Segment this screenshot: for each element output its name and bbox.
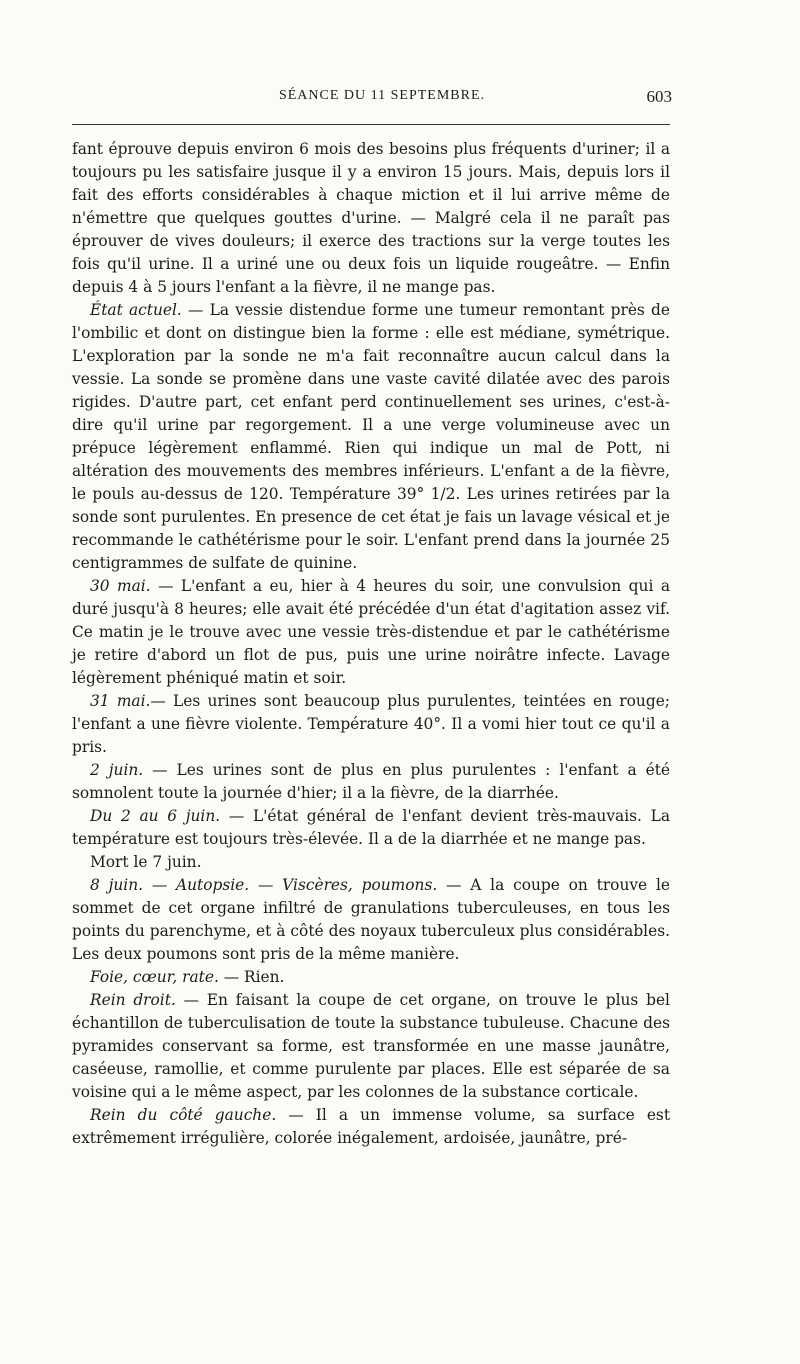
paragraph	[72, 874, 670, 966]
header-rule	[72, 124, 670, 125]
paragraph-text: — A la coupe on trouve le sommet de cet organe infiltré de granulations tuberculeuses, en tous les points du parenchyme, et à côté des noyaux tuberculeux plus considérables. Les deux poumons sont pris de la même manière.	[72, 876, 670, 963]
paragraph-text: — La vessie distendue forme une tumeur remontant près de l'ombilic et dont on distingue bien la forme : elle est médiane, symétrique. L'exploration par la sonde ne m'a fait reconnaître aucun calcul dans la vessie. La sonde se promène dans une vaste cavité dilatée avec des parois rigides. D'autre part, cet enfant perd continuellement ses urines, c'est-à-dire qu'il urine par regorgement. Il a une verge volumineuse avec un prépuce légèrement enflammé. Rien qui indique un mal de Pott, ni altération des mouvements des membres inférieurs. L'enfant a de la fièvre, le pouls au-dessus de 120. Température 39° 1/2. Les urines retirées par la sonde sont purulentes. En presence de cet état je fais un lavage vésical et je recommande le cathétérisme pour le soir. L'enfant prend dans la journée 25 centigrammes de sulfate de quinine.	[72, 301, 670, 572]
paragraph-label: 30 mai.	[90, 577, 151, 595]
paragraph	[72, 966, 670, 989]
paragraph-label: Foie, cœur, rate.	[90, 968, 219, 986]
paragraph-label: État actuel.	[90, 301, 182, 319]
paragraph	[72, 1104, 670, 1150]
paragraph	[72, 575, 670, 690]
paragraph	[72, 299, 670, 575]
paragraph-label: 2 juin.	[90, 761, 144, 779]
paragraph-text: — Les urines sont beaucoup plus purulentes, teintées en rouge; l'enfant a une fièvre violente. Température 40°. Il a vomi hier tout ce qu'il a pris.	[72, 692, 670, 756]
paragraph-text: Mort le 7 juin.	[90, 853, 202, 871]
paragraph-label: 31 mai.	[90, 692, 151, 710]
body-text	[72, 138, 670, 1150]
paragraph	[72, 989, 670, 1104]
paragraph-text: — Rien.	[218, 968, 285, 986]
paragraph-text: — L'état général de l'enfant devient très-mauvais. La température est toujours très-élevée. Il a de la diarrhée et ne mange pas.	[72, 807, 671, 848]
paragraph-text: — Il a un immense volume, sa surface est extrêmement irrégulière, colorée inégalement, ardoisée, jaunâtre, pré-	[72, 1106, 671, 1147]
paragraph-label: Rein droit.	[90, 991, 176, 1009]
paragraph	[72, 138, 670, 299]
paragraph	[72, 851, 670, 874]
paragraph-text: fant éprouve depuis environ 6 mois des besoins plus fréquents d'uriner; il a toujours pu les satisfaire jusque il y a environ 15 jours. Mais, depuis lors il fait des efforts considérables à chaque miction et il lui arrive même de n'émettre que quelques gouttes d'urine. — Malgré cela il ne paraît pas éprouver de vives douleurs; il exerce des tractions sur la verge toutes les fois qu'il urine. Il a uriné une ou deux fois un liquide rougeâtre. — Enfin depuis 4 à 5 jours l'enfant a la fièvre, il ne mange pas.	[72, 140, 670, 296]
running-title: SÉANCE DU 11 SEPTEMBRE.	[278, 88, 486, 103]
paragraph-label: 8 juin. — Autopsie. — Viscères, poumons.	[90, 876, 438, 894]
paragraph-label: Rein du côté gauche.	[90, 1106, 277, 1124]
page-header	[72, 88, 672, 112]
page-number: 603	[646, 87, 672, 106]
paragraph-text: — L'enfant a eu, hier à 4 heures du soir, une convulsion qui a duré jusqu'à 8 heures; elle avait été précédée d'un état d'agitation assez vif. Ce matin je le trouve avec une vessie très-distendue et par le cathétérisme je retire d'abord un flot de pus, puis une urine noirâtre infecte. Lavage légèrement phéniqué matin et soir.	[72, 577, 670, 687]
paragraph	[72, 805, 670, 851]
paragraph	[72, 759, 670, 805]
paragraph-text: — En faisant la coupe de cet organe, on trouve le plus bel échantillon de tuberculisation de toute la substance tubuleuse. Chacune des pyramides conservant sa forme, est transformée en une masse jaunâtre, caséeuse, ramollie, et comme purulente par places. Elle est séparée de sa voisine qui a le même aspect, par les colonnes de la substance corticale.	[72, 991, 670, 1101]
paragraph-text: — Les urines sont de plus en plus purulentes : l'enfant a été somnolent toute la journée d'hier; il a la fièvre, de la diarrhée.	[72, 761, 670, 802]
paragraph	[72, 690, 670, 759]
paragraph-label: Du 2 au 6 juin.	[90, 807, 221, 825]
